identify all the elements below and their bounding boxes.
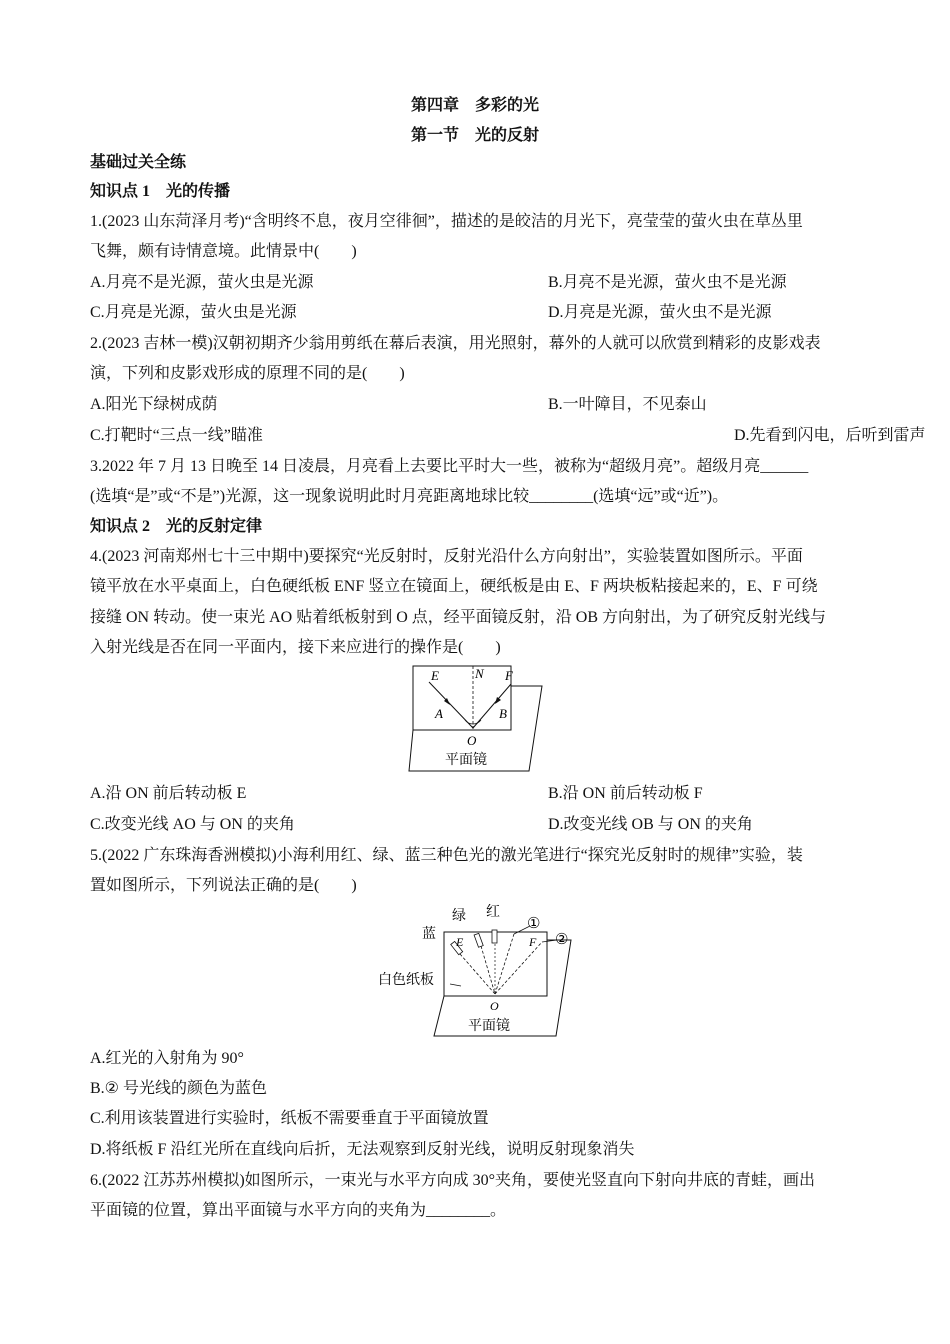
- q4-option-a: A.沿 ON 前后转动板 E: [90, 785, 247, 802]
- q5-option-d: D.将纸板 F 沿红光所在直线向后折，无法观察到反射光线，说明反射现象消失: [90, 1141, 635, 1158]
- label-o: O: [467, 733, 477, 748]
- q4-options-row1: [90, 783, 703, 805]
- q6-line1: 6.(2022 江苏苏州模拟)如图所示，一束光与水平方向成 30°夹角，要使光竖直向下射向井底的青蛙，画出: [90, 1172, 816, 1189]
- label-green: 绿: [452, 909, 466, 924]
- q5-option-c: C.利用该装置进行实验时，纸板不需要垂直于平面镜放置: [90, 1110, 489, 1127]
- basic-heading: 基础过关全练: [90, 154, 187, 171]
- red-laser-pen: [492, 930, 497, 943]
- label-red: 红: [486, 905, 500, 920]
- three-color-laser-figure: [372, 900, 582, 1040]
- q1-options-row2: [90, 302, 772, 324]
- label-ray-2: ②: [555, 932, 569, 948]
- q4-options-row2: [90, 814, 753, 836]
- q2-options-row1: [90, 394, 707, 416]
- label-o: O: [490, 999, 499, 1013]
- label-b: B: [499, 706, 507, 721]
- q1-options-row1: [90, 272, 787, 294]
- mirror-label: 平面镜: [468, 1019, 510, 1034]
- q3-line2: (选填“是”或“不是”)光源，这一现象说明此时月亮距离地球比较________(选填“远”或“近”)。: [90, 488, 729, 505]
- q4-stem-line4: 入射光线是否在同一平面内，接下来应进行的操作是( ): [90, 639, 501, 656]
- q4-stem-line2: 镜平放在水平桌面上，白色硬纸板 ENF 竖立在镜面上，硬纸板是由 E、F 两块板粘接起来的，E、F 可绕: [90, 578, 818, 595]
- chapter-title: 第四章 多彩的光: [410, 97, 539, 114]
- label-ray-1: ①: [527, 916, 541, 932]
- q2-option-a: A.阳光下绿树成荫: [90, 396, 218, 413]
- q5-stem-line2: 置如图所示，下列说法正确的是( ): [90, 877, 357, 894]
- q4-stem-line1: 4.(2023 河南郑州七十三中期中)要探究“光反射时，反射光沿什么方向射出”，实验装置如图所示。平面: [90, 548, 803, 565]
- q2-stem-line2: 演，下列和皮影戏形成的原理不同的是( ): [90, 365, 405, 382]
- label-e: E: [431, 668, 439, 683]
- paper-label: 白色纸板: [378, 973, 434, 988]
- reflection-experiment-figure: [405, 662, 545, 774]
- q3-line1: 3.2022 年 7 月 13 日晚至 14 日凌晨，月亮看上去要比平时大一些，被称为“超级月亮”。超级月亮______: [90, 458, 809, 475]
- mirror-label: 平面镜: [445, 753, 487, 768]
- q4-stem-line3: 接缝 ON 转动。使一束光 AO 贴着纸板射到 O 点，经平面镜反射，沿 OB 方向射出，为了研究反射光线与: [90, 609, 827, 626]
- q4-option-b: B.沿 ON 前后转动板 F: [548, 785, 703, 802]
- q4-option-c: C.改变光线 AO 与 ON 的夹角: [90, 816, 295, 833]
- q5-stem-line1: 5.(2022 广东珠海香洲模拟)小海利用红、绿、蓝三种色光的激光笔进行“探究光反射时的规律”实验，装: [90, 847, 803, 864]
- q1-option-c: C.月亮是光源，萤火虫是光源: [90, 304, 297, 321]
- q5-option-a: A.红光的入射角为 90°: [90, 1050, 244, 1067]
- q1-option-d: D.月亮是光源，萤火虫不是光源: [548, 304, 772, 321]
- q2-option-d: D.先看到闪电，后听到雷声: [734, 427, 926, 444]
- label-a: A: [435, 706, 443, 721]
- knowledge-point-1-heading: 知识点 1 光的传播: [90, 183, 231, 200]
- q6-line2: 平面镜的位置，算出平面镜与水平方向的夹角为________。: [90, 1202, 507, 1219]
- q2-option-c: C.打靶时“三点一线”瞄准: [90, 427, 263, 444]
- label-blue: 蓝: [422, 927, 436, 942]
- knowledge-point-2-heading: 知识点 2 光的反射定律: [90, 518, 263, 535]
- section-title: 第一节 光的反射: [410, 127, 539, 144]
- q1-stem-line2: 飞舞，颇有诗情意境。此情景中( ): [90, 243, 357, 260]
- label-n: N: [475, 666, 484, 681]
- q2-option-b: B.一叶障目，不见泰山: [548, 396, 707, 413]
- q1-option-a: A.月亮不是光源，萤火虫是光源: [90, 274, 314, 291]
- q5-option-b: B.② 号光线的颜色为蓝色: [90, 1080, 268, 1097]
- q2-stem-line1: 2.(2023 吉林一模)汉朝初期齐少翁用剪纸在幕后表演，用光照射，幕外的人就可以欣赏到精彩的皮影戏表: [90, 335, 821, 352]
- q2-options-row2: [90, 425, 926, 447]
- q1-stem-line1: 1.(2023 山东菏泽月考)“含明终不息，夜月空徘徊”，描述的是皎洁的月光下，亮莹莹的萤火虫在草丛里: [90, 213, 803, 230]
- paper-board: [413, 666, 511, 730]
- q4-option-d: D.改变光线 OB 与 ON 的夹角: [548, 816, 753, 833]
- label-f: F: [529, 935, 537, 949]
- q1-option-b: B.月亮不是光源，萤火虫不是光源: [548, 274, 787, 291]
- label-e: E: [456, 935, 464, 949]
- label-f: F: [505, 668, 513, 683]
